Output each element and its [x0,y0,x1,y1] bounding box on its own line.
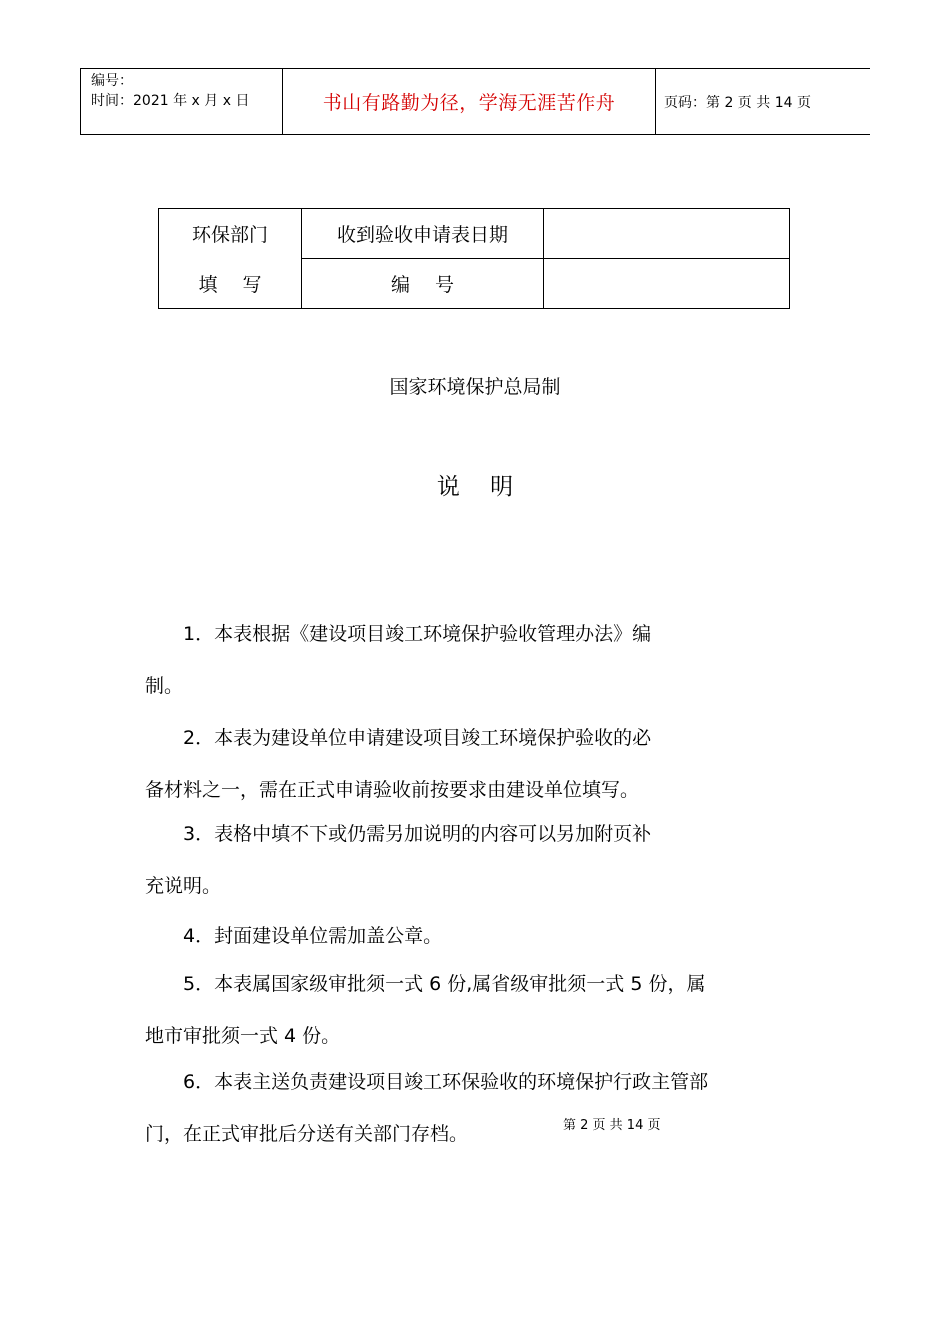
page-header [80,68,870,135]
paragraph-1 [145,608,815,712]
paragraph-line: 3．表格中填不下或仍需另加说明的内容可以另加附页补 [145,823,652,845]
number-field-label: 编 号 [302,259,544,309]
paragraph-line: 2．本表为建设单位申请建设项目竣工环境保护验收的必 [145,727,652,749]
paragraph-line: 5．本表属国家级审批须一式 6 份,属省级审批须一式 5 份，属 [145,973,706,995]
header-page-cell [656,69,871,134]
header-motto-cell [283,69,656,134]
paragraph-line: 4．封面建设单位需加盖公章。 [145,925,443,947]
paragraph-5 [145,958,825,1062]
dept-fill-table [158,208,790,309]
motto-text: 书山有路勤为径，学海无涯苦作舟 [322,92,616,114]
page-footer: 第 2 页 共 14 页 [563,1118,661,1133]
paragraph-3 [145,808,815,912]
paragraph-4 [145,910,815,962]
paragraph-line: 地市审批须一式 4 份。 [145,1025,341,1047]
bureau-label: 国家环境保护总局制 [389,376,561,398]
dept-label-bottom: 填 写 [159,259,302,309]
page-info: 页码：第 2 页 共 14 页 [664,94,811,111]
paragraph-line: 充说明。 [145,875,222,897]
time-label: 时间：2021 年 x 月 x 日 [91,93,250,109]
dept-label-top: 环保部门 [159,209,302,259]
number-label: 编号： [91,73,133,89]
header-meta-cell [81,69,283,134]
receive-date-value[interactable] [544,209,790,259]
paragraph-2 [145,712,815,816]
receive-date-label: 收到验收申请表日期 [302,209,544,259]
section-title: 说 明 [436,474,514,500]
paragraph-line: 6．本表主送负责建设项目竣工环保验收的环境保护行政主管部 [145,1071,709,1093]
paragraph-line: 制。 [145,675,184,697]
number-field-value[interactable] [544,259,790,309]
paragraph-line: 门，在正式审批后分送有关部门存档。 [145,1123,469,1145]
paragraph-6 [145,1056,825,1160]
paragraph-line: 备材料之一，需在正式申请验收前按要求由建设单位填写。 [145,779,640,801]
paragraph-line: 1．本表根据《建设项目竣工环境保护验收管理办法》编 [145,623,652,645]
